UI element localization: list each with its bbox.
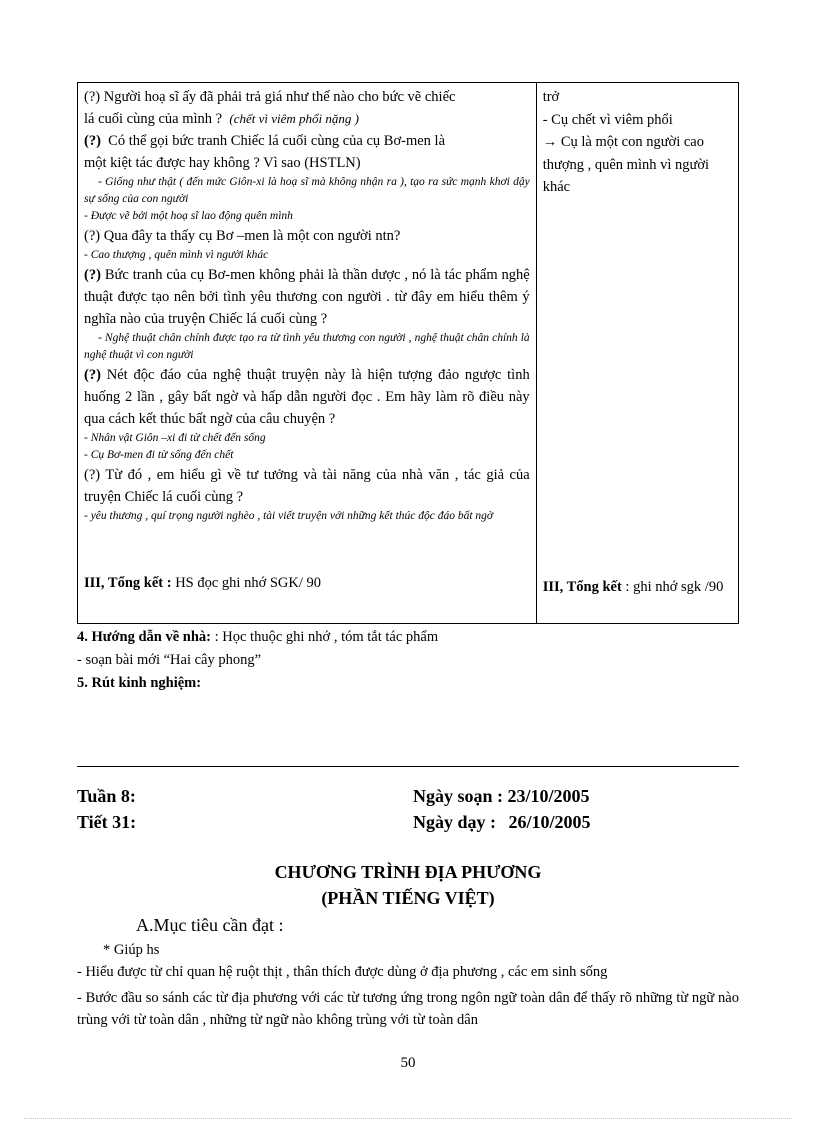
answer-4: - Nghệ thuật chân chính được tạo ra từ tình yêu thương con người , nghệ thuật chân chính là nghệ thuật vì con người [84,332,530,361]
content-line-1: trở [542,89,560,105]
homework-label: 4. Hướng dẫn về nhà: [77,629,211,645]
title-line-2: (PHẦN TIẾNG VIỆT) [321,888,495,908]
section-divider [77,766,739,767]
question-5-text: Nét độc đáo của nghệ thuật truyện này là hiện tượng đảo ngược tình huống 2 lần , gây bất ngờ và hấp dẫn người đọc . Em hãy làm rõ điều này qua cách kết thúc bất ngờ của câu chuyện ? [84,367,530,427]
summary-label: III, Tổng kết [542,579,622,595]
title-line-1: CHƯƠNG TRÌNH ĐỊA PHƯƠNG [274,862,542,882]
week-label: Tuần 8: [77,786,136,806]
question-mark: (?) [84,267,101,283]
content-cell [536,83,738,624]
lesson-table [77,82,739,624]
teach-date [413,812,591,833]
question-2 [84,130,530,174]
prep-date-label: Ngày soạn : [413,786,504,806]
content-line-3 [543,131,732,199]
question-2-line-b: một kiệt tác được hay không ? Vì sao (HSTLN) [84,155,361,171]
summary-text: : ghi nhớ sgk /90 [625,579,724,595]
content-line-3-text: Cụ là một con người cao thượng , quên mình vì người khác [542,134,710,195]
page-edge-divider [24,1118,792,1119]
answer-5a: - Nhân vật Giôn –xi đi từ chết đến sống [84,432,266,444]
section-a-line-2: - Bước đầu so sánh các từ địa phương với các từ tương ứng trong ngôn ngữ toàn dân để thấy rõ những từ ngữ nào trùng với từ toàn dân , những từ ngữ nào không trùng với từ toàn dân [77,990,739,1028]
section-a-line-1: - Hiểu được từ chỉ quan hệ ruột thịt , thân thích được dùng ở địa phương , các em sinh sống [77,964,608,980]
question-1-answer-note: (chết vì viêm phổi nặng ) [229,111,359,126]
page-number: 50 [400,1055,416,1071]
question-1-line-a: (?) Người hoạ sĩ ấy đã phải trả giá như thế nào cho bức vẽ chiếc [84,89,456,105]
question-4 [84,264,530,330]
summary-label: III, Tổng kết : [84,575,172,591]
summary-left [84,575,321,592]
question-mark: (?) [84,367,101,383]
answer-2a: - Giống như thật ( đến mức Giôn-xi là hoạ sĩ mà không nhận ra ), tạo ra sức mạnh khơi dậy sự sống của con người [84,176,530,205]
question-5 [84,364,530,430]
prep-date [413,786,590,807]
teach-date-value: 26/10/2005 [508,812,591,832]
section-a-heading: A.Mục tiêu cần đạt : [136,915,284,935]
answer-3: - Cao thượng , quên mình vì người khác [84,249,269,261]
answer-2b: - Được vẽ bởi một hoạ sĩ lao động quên mình [84,210,293,222]
answer-6: - yêu thương , quí trọng người nghèo , tài viết truyện với những kết thúc độc đáo bất ngờ [84,510,494,522]
question-1 [84,86,530,130]
teacher-student-activity-cell [78,83,537,624]
summary-text: HS đọc ghi nhớ SGK/ 90 [175,575,322,591]
prep-date-value: 23/10/2005 [507,786,590,806]
question-2-line-a: Có thể gọi bức tranh Chiếc lá cuối cùng của cụ Bơ-men là [108,133,446,149]
summary-right [543,576,732,598]
answer-5b: - Cụ Bơ-men đi từ sống đến chết [84,449,234,461]
question-4-text: Bức tranh của cụ Bơ-men không phải là thần dược , nó là tác phẩm nghệ thuật được tạo nên bởi tình yêu thương con người . từ đây em hiểu thêm ý nghĩa nào của truyện Chiếc lá cuối cùng ? [84,267,530,327]
question-mark: (?) [84,133,101,149]
question-3: (?) Qua đây ta thấy cụ Bơ –men là một con người ntn? [84,228,401,244]
arrow-right-icon: → [542,134,558,150]
teach-date-label: Ngày dạy : [413,812,497,832]
experience-line [77,672,201,694]
homework-text: : Học thuộc ghi nhớ , tóm tắt tác phẩm [214,629,439,645]
content-line-2: - Cụ chết vì viêm phổi [542,111,673,128]
lesson-label: Tiết 31: [77,812,137,832]
new-lesson-line: - soạn bài mới “Hai cây phong” [77,652,262,668]
section-a-intro: * Giúp hs [103,942,160,958]
homework-line [77,626,438,648]
question-6: (?) Từ đó , em hiểu gì về tư tưởng và tài năng của nhà văn , tác giả của truyện Chiếc lá cuối cùng ? [84,467,530,505]
question-1-line-b: lá cuối cùng của mình ? [84,111,223,127]
experience-label: 5. Rút kinh nghiệm: [77,675,202,691]
